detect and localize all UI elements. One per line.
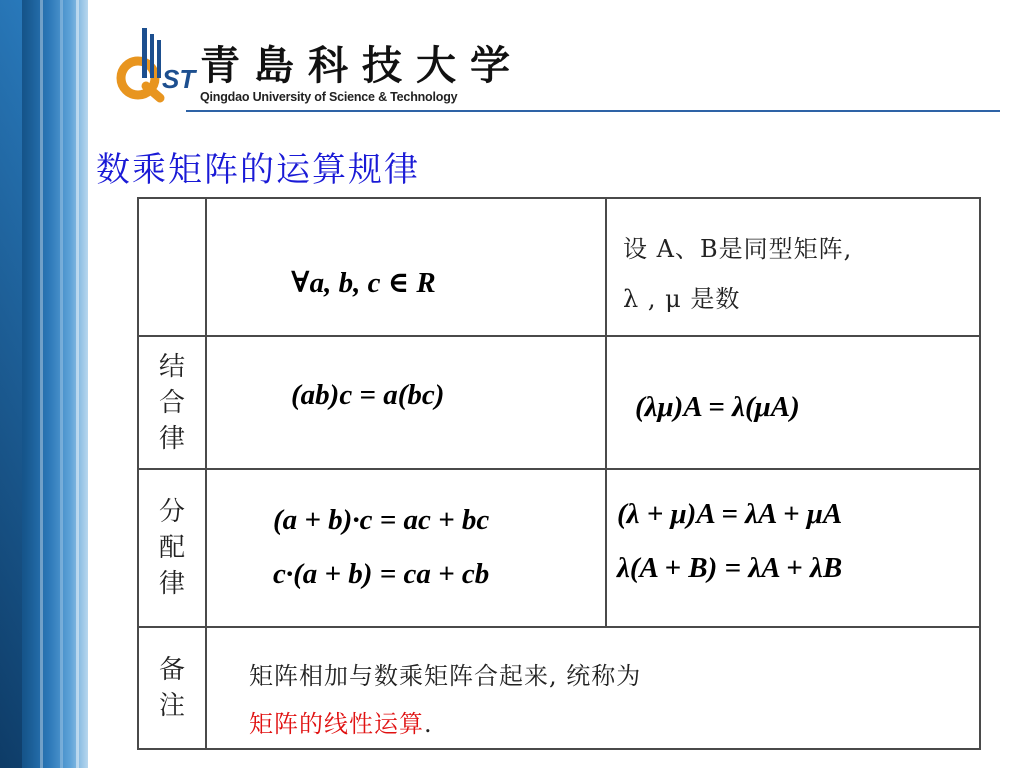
university-name-english: Qingdao University of Science & Technology — [200, 90, 458, 104]
row-label-remark — [138, 627, 206, 749]
distributive-matrix-formula-1: (λ + μ)A = λA + μA — [617, 498, 843, 530]
table-row — [138, 627, 980, 749]
remark-label: 备注 — [159, 655, 186, 721]
remark-line-1: 矩阵相加与数乘矩阵合起来, 统称为 — [249, 662, 642, 690]
distributive-matrix-formula-2: λ(A + B) = λA + λB — [617, 552, 843, 584]
remark-line-2 — [249, 704, 433, 739]
distributive-scalar-formula-2: c·(a + b) = ca + cb — [273, 558, 490, 590]
table-row — [138, 336, 980, 469]
university-logo — [112, 20, 524, 114]
remark-period: . — [424, 710, 433, 738]
left-decorative-band — [0, 0, 88, 768]
row-label-associative — [138, 336, 206, 469]
scalars-quantifier: ∀a, b, c ∈ R — [291, 267, 436, 299]
linear-operations-term: 矩阵的线性运算 — [249, 710, 424, 738]
band-stripe — [40, 0, 43, 768]
condition-line-2: λ , μ 是数 — [623, 285, 741, 313]
qust-emblem-icon — [112, 20, 202, 114]
distributive-label: 分配律 — [159, 497, 186, 599]
distributive-matrix-cell — [606, 469, 980, 627]
table-row — [138, 198, 980, 336]
band-stripe — [60, 0, 63, 768]
band-stripe — [76, 0, 79, 768]
row-label-empty — [138, 198, 206, 336]
associative-matrix-formula: (λμ)A = λ(μA) — [635, 391, 800, 423]
associative-label: 结合律 — [159, 351, 186, 454]
scalars-cell — [206, 198, 606, 336]
associative-scalar-cell — [206, 336, 606, 469]
slide-title: 数乘矩阵的运算规律 — [96, 150, 420, 190]
university-name-chinese: 青島科技大学 — [200, 42, 524, 89]
matrix-scalar-condition-cell — [606, 198, 980, 336]
distributive-scalar-formula-1: (a + b)·c = ac + bc — [273, 504, 490, 536]
svg-text:ST: ST — [162, 64, 196, 94]
associative-matrix-cell — [606, 336, 980, 469]
table-row — [138, 469, 980, 627]
associative-scalar-formula: (ab)c = a(bc) — [291, 379, 445, 411]
condition-line-1: 设 A、B是同型矩阵, — [623, 235, 853, 263]
remark-cell — [206, 627, 980, 749]
distributive-scalar-cell — [206, 469, 606, 627]
header-divider — [186, 110, 1000, 112]
rules-table — [137, 197, 981, 750]
row-label-distributive — [138, 469, 206, 627]
